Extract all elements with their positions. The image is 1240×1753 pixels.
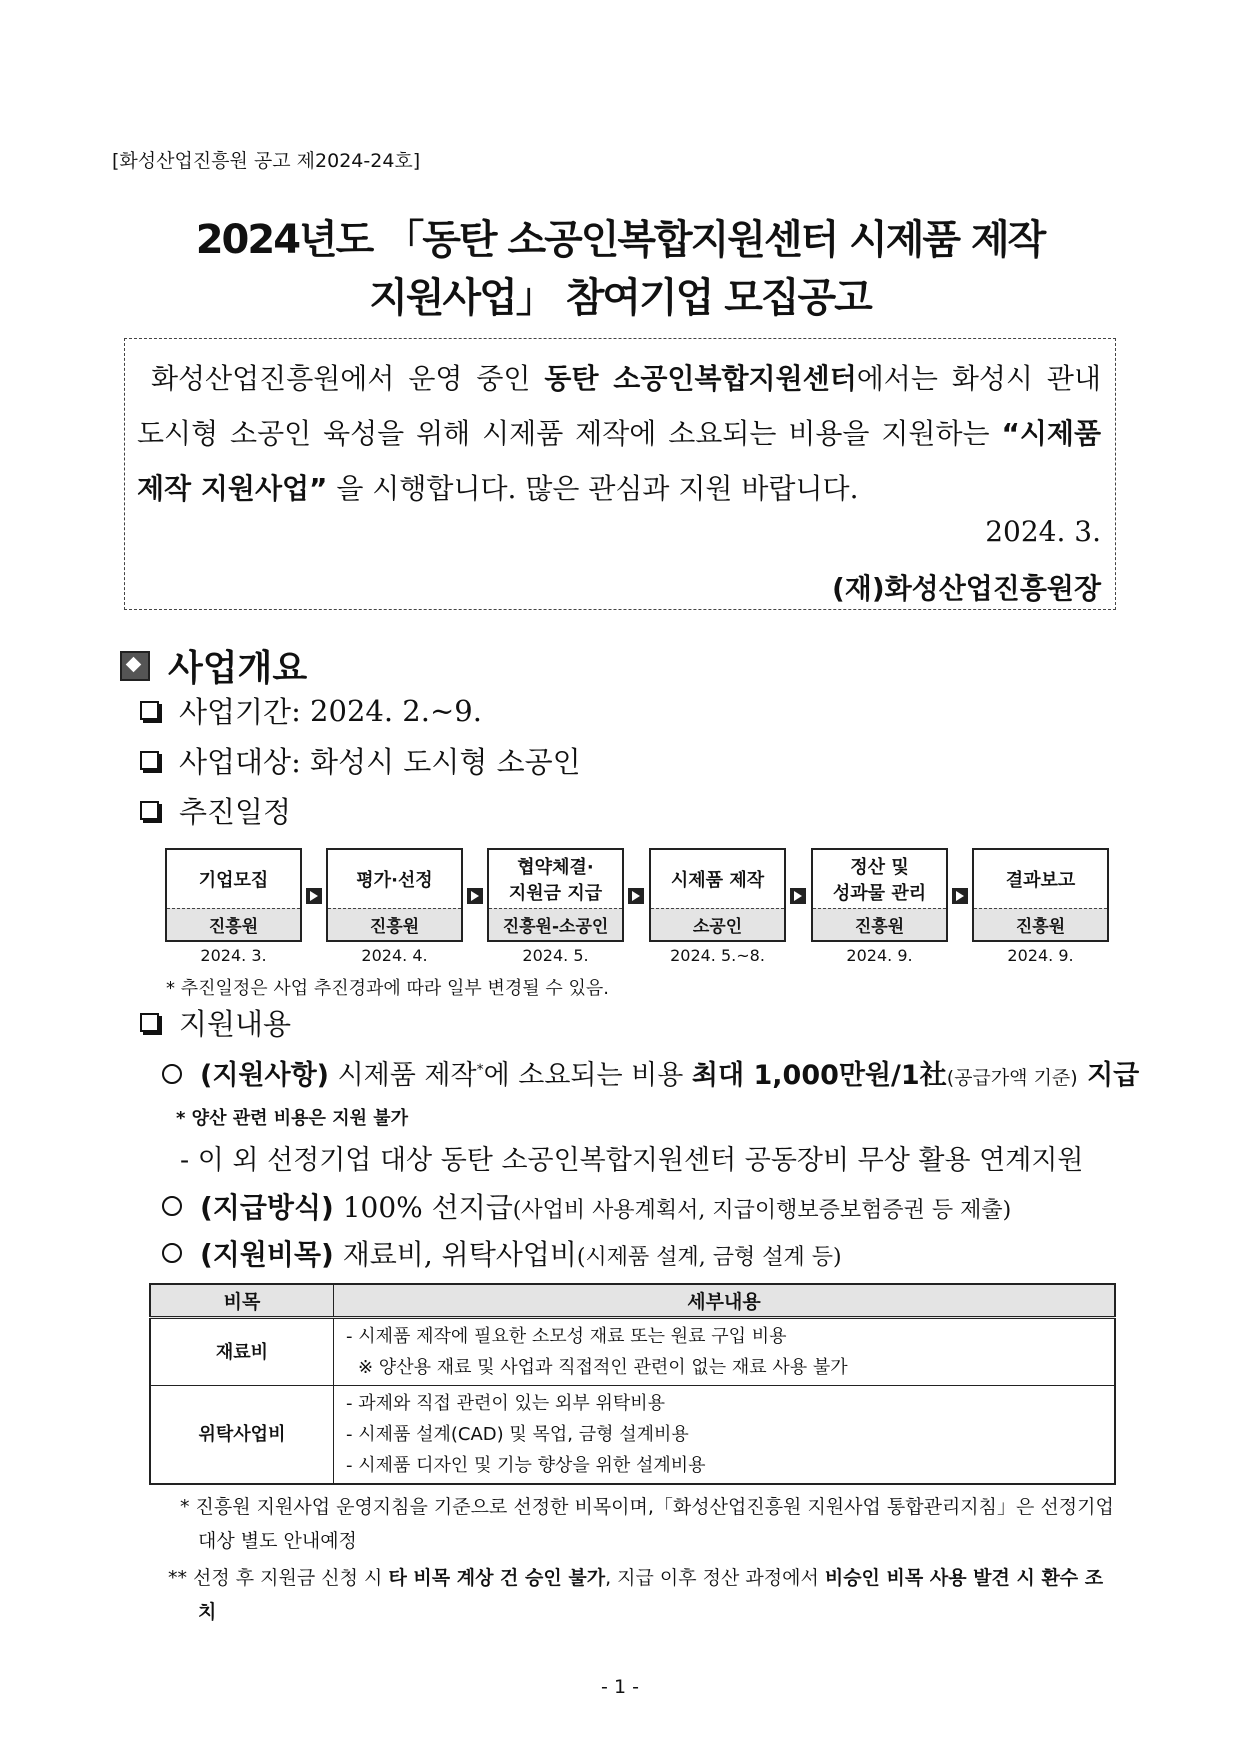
support-item-1-basis: (공급가액 기준) <box>946 1067 1078 1089</box>
square-bullet-icon <box>140 801 159 820</box>
support-item-1-text: 시제품 제작 <box>329 1060 477 1091</box>
support-item-1-text2: 에 소요되는 비용 <box>483 1060 692 1091</box>
circle-bullet-icon <box>162 1064 182 1084</box>
target-item <box>140 740 581 781</box>
support-item-2-text: 100% 선지급 <box>333 1191 513 1224</box>
schedule-note: * 추진일정은 사업 추진경과에 따라 일부 변경될 수 있음. <box>166 978 610 999</box>
flow-step-owner: 진흥원 <box>813 908 946 940</box>
support-item-3 <box>162 1233 842 1273</box>
detail-line: - 시제품 제작에 필요한 소모성 재료 또는 원료 구입 비용 <box>346 1326 787 1347</box>
intro-date: 2024. 3. <box>985 515 1101 548</box>
support-item-1-label: (지원사항) <box>200 1060 330 1091</box>
flow-step-date: 2024. 5.~8. <box>670 946 765 965</box>
table-cell-details <box>334 1318 1116 1386</box>
table-cell-category: 재료비 <box>150 1318 334 1386</box>
section-heading-overview <box>120 640 307 691</box>
diamond-icon <box>120 651 150 681</box>
table-row <box>150 1318 1115 1386</box>
intro-text-a: 화성산업진흥원에서 운영 중인 <box>150 362 545 395</box>
flow-step <box>326 848 463 942</box>
intro-center-name: 동탄 소공인복합지원센터 <box>544 362 857 395</box>
table-header-row <box>150 1284 1115 1318</box>
detail-line: - 시제품 설계(CAD) 및 목업, 금형 설계비용 <box>346 1424 689 1445</box>
flow-step-label: 결과보고 <box>1005 869 1076 891</box>
intro-text-e: 을 시행합니다. 많은 관심과 지원 바랍니다. <box>327 472 859 505</box>
detail-line: ※ 양산용 재료 및 사업과 직접적인 관련이 없는 재료 사용 불가 <box>358 1357 848 1378</box>
arrow-right-icon <box>306 888 322 904</box>
flow-step-label: 정산 및 성과물 관리 <box>832 856 927 904</box>
flow-step <box>811 848 948 942</box>
table-header: 비목 <box>150 1284 334 1318</box>
notice-number: [화성산업진흥원 공고 제2024-24호] <box>112 150 421 172</box>
table-header: 세부내용 <box>334 1284 1116 1318</box>
intro-paragraph <box>137 351 1101 516</box>
footnote-1: * 진흥원 지원사업 운영지침을 기준으로 선정한 비목이며,「화성산업진흥원 지원사업 통합관리지침」은 선정기업 대상 별도 안내예정 <box>180 1496 1114 1552</box>
arrow-right-icon <box>952 888 968 904</box>
square-bullet-icon <box>140 1013 159 1032</box>
flow-step-owner: 진흥원 <box>167 908 300 940</box>
arrow-right-icon <box>790 888 806 904</box>
intro-org: (재)화성산업진흥원장 <box>831 572 1101 605</box>
schedule-label: 추진일정 <box>179 795 292 829</box>
flow-step <box>487 848 624 942</box>
detail-line: - 시제품 디자인 및 기능 향상을 위한 설계비용 <box>346 1455 706 1476</box>
page-title-line-1: 2024년도 「동탄 소공인복합지원센터 시제품 제작 <box>195 217 1045 263</box>
flow-step-label: 협약체결· 지원금 지급 <box>508 856 603 904</box>
footnote-2-d: 비승인 비목 사용 발견 시 환수 조치 <box>198 1567 1104 1623</box>
target-value: : 화성시 도시형 소공인 <box>291 745 581 779</box>
support-item-2-detail: (사업비 사용계획서, 지급이행보증보험증권 등 제출) <box>512 1198 1012 1223</box>
support-item-1-sup: * <box>476 1062 484 1078</box>
flow-step <box>972 848 1109 942</box>
flow-step <box>649 848 786 942</box>
support-item-1 <box>162 1053 1139 1092</box>
page-number: - 1 - <box>601 1676 639 1698</box>
flow-step-date: 2024. 5. <box>522 946 589 965</box>
footnote-2-b: 타 비목 계상 건 승인 불가 <box>388 1567 606 1589</box>
intro-box <box>124 338 1116 610</box>
footnote-2 <box>168 1561 1116 1629</box>
intro-program-name: “시제품 제작 지원사업” <box>137 417 1101 505</box>
schedule-item <box>140 790 291 831</box>
support-item-1-amount: 최대 1,000만원/1社 <box>691 1060 947 1091</box>
support-item-1-note: * 양산 관련 비용은 지원 불가 <box>176 1108 409 1129</box>
flow-step-label: 시제품 제작 <box>670 869 765 891</box>
support-heading-text: 지원내용 <box>179 1007 292 1041</box>
flow-step-date: 2024. 9. <box>1007 946 1074 965</box>
period-label: 사업기간 <box>179 695 292 729</box>
support-item-1-extra: - 이 외 선정기업 대상 동탄 소공인복합지원센터 공동장비 무상 활용 연계지원 <box>180 1145 1084 1176</box>
circle-bullet-icon <box>162 1196 182 1216</box>
flow-step-label: 기업모집 <box>198 869 269 891</box>
support-items-table <box>149 1283 1116 1485</box>
flow-step-date: 2024. 9. <box>846 946 913 965</box>
footnote-2-c: , 지급 이후 정산 과정에서 <box>605 1567 825 1589</box>
support-item-3-text: 재료비, 위탁사업비 <box>333 1238 577 1271</box>
circle-bullet-icon <box>162 1243 182 1263</box>
flow-step-date: 2024. 4. <box>361 946 428 965</box>
support-item-1-end: 지급 <box>1077 1060 1140 1091</box>
table-cell-category: 위탁사업비 <box>150 1386 334 1485</box>
flow-step-date: 2024. 3. <box>200 946 267 965</box>
support-item-3-label: (지원비목) <box>200 1238 334 1271</box>
flow-step-label: 평가·선정 <box>356 869 433 891</box>
square-bullet-icon <box>140 751 159 770</box>
detail-line: - 과제와 직접 관련이 있는 외부 위탁비용 <box>346 1393 666 1414</box>
overview-heading-text: 사업개요 <box>168 648 308 689</box>
flow-step-owner: 소공인 <box>651 908 784 940</box>
table-cell-details <box>334 1386 1116 1485</box>
flow-step-owner: 진흥원 <box>974 908 1107 940</box>
flow-step-owner: 진흥원-소공인 <box>489 908 622 940</box>
arrow-right-icon <box>467 888 483 904</box>
footnote-2-a: ** 선정 후 지원금 신청 시 <box>168 1567 389 1589</box>
period-item <box>140 690 482 731</box>
support-heading <box>140 1002 291 1043</box>
flow-step <box>165 848 302 942</box>
support-item-2 <box>162 1186 1011 1226</box>
arrow-right-icon <box>628 888 644 904</box>
table-row <box>150 1386 1115 1485</box>
page-title-line-2: 지원사업」 참여기업 모집공고 <box>369 275 871 321</box>
square-bullet-icon <box>140 701 159 720</box>
target-label: 사업대상 <box>179 745 292 779</box>
flow-step-owner: 진흥원 <box>328 908 461 940</box>
support-item-2-label: (지급방식) <box>200 1191 334 1224</box>
intro-text-c: 에서는 화성시 관내 도시형 소공인 육성을 위해 시제품 제작에 소요되는 비용을 지원하는 <box>137 362 1102 450</box>
support-item-3-detail: (시제품 설계, 금형 설계 등) <box>576 1245 842 1270</box>
period-value: : 2024. 2.~9. <box>291 693 482 728</box>
